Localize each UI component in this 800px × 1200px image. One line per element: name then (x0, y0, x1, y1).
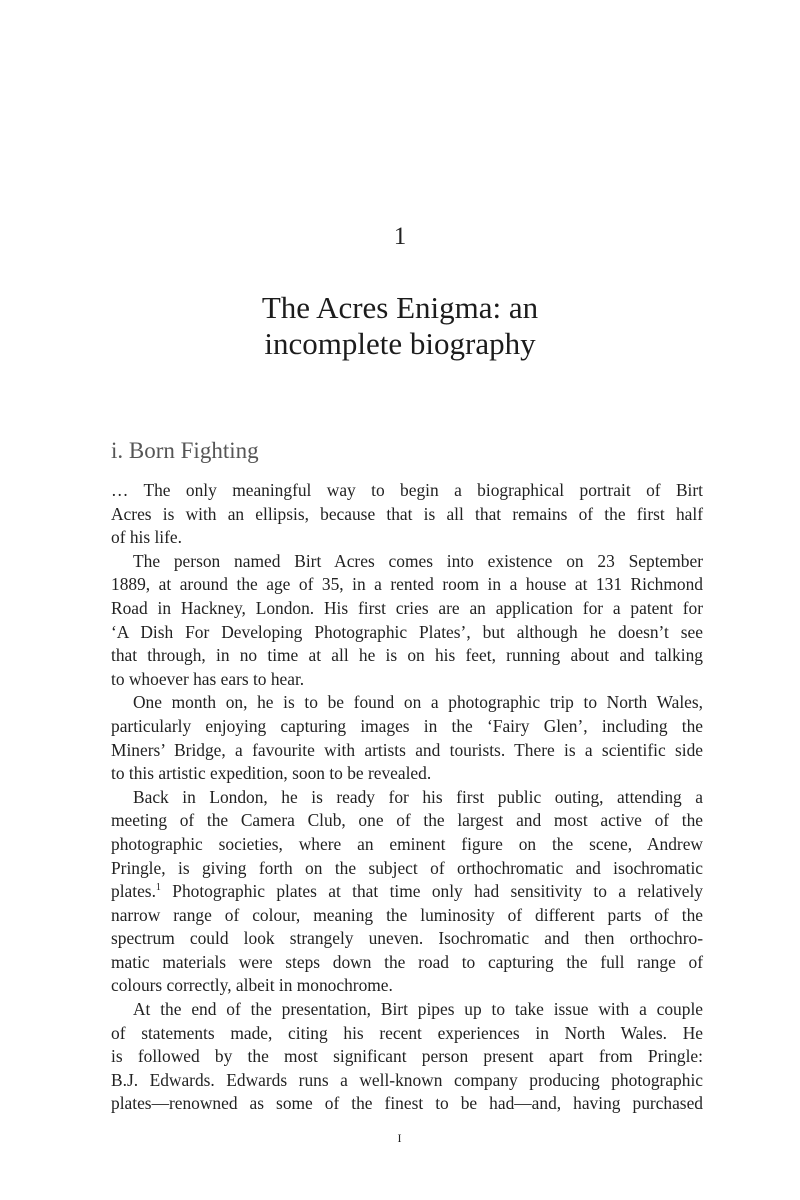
text-line: B.J. Edwards. Edwards runs a well-known company producing photographic (111, 1069, 703, 1090)
text-line: meeting of the Camera Club, one of the largest and most active of the (111, 810, 703, 831)
text-line: One month on, he is to be found on a photographic trip to North Wales, (133, 692, 703, 713)
page-number: I (397, 1131, 403, 1145)
body-text (111, 479, 703, 1116)
text-line: is followed by the most significant person present apart from Pringle: (111, 1046, 703, 1067)
text-line: of statements made, citing his recent experiences in North Wales. He (111, 1022, 703, 1043)
text-line: At the end of the presentation, Birt pipes up to take issue with a couple (133, 999, 703, 1020)
text-line: photographic societies, where an eminent figure on the scene, Andrew (111, 833, 703, 854)
paragraph (111, 479, 703, 550)
text-line: colours correctly, albeit in monochrome. (111, 975, 393, 996)
paragraph (111, 998, 703, 1116)
chapter-title (0, 290, 800, 362)
text-line: to this artistic expedition, soon to be revealed. (111, 763, 432, 784)
text-line: particularly enjoying capturing images in the ‘Fairy Glen’, including the (111, 715, 703, 736)
text-line: Back in London, he is ready for his first public outing, attending a (133, 786, 703, 807)
text-line-with-footnote (111, 880, 703, 904)
paragraph (111, 786, 703, 998)
text-line: Acres is with an ellipsis, because that is all that remains of the first half (111, 503, 703, 524)
text-line: ‘A Dish For Developing Photographic Plates’, but although he doesn’t see (111, 621, 703, 642)
text-line: Road in Hackney, London. His first cries are an application for a patent for (111, 597, 703, 618)
text-segment: plates. (111, 881, 156, 902)
text-segment: Photographic plates at that time only had sensitivity to a relatively (160, 881, 703, 902)
text-line: to whoever has ears to hear. (111, 668, 305, 689)
chapter-number: 1 (393, 223, 407, 250)
text-line: Pringle, is giving forth on the subject of orthochromatic and isochromatic (111, 857, 703, 878)
text-line: … The only meaningful way to begin a biographical portrait of Birt (111, 480, 703, 500)
section-heading: i. Born Fighting (111, 438, 259, 463)
text-line: of his life. (111, 527, 182, 548)
paragraph (111, 691, 703, 785)
text-line: that through, in no time at all he is on his feet, running about and talking (111, 645, 703, 666)
text-line: narrow range of colour, meaning the luminosity of different parts of the (111, 904, 703, 925)
text-line: 1889, at around the age of 35, in a rented room in a house at 131 Richmond (111, 574, 703, 595)
text-line: The person named Birt Acres comes into existence on 23 September (133, 550, 703, 571)
text-line: matic materials were steps down the road to capturing the full range of (111, 951, 703, 972)
text-line: Miners’ Bridge, a favourite with artists and tourists. There is a scientific side (111, 739, 703, 760)
text-line: spectrum could look strangely uneven. Isochromatic and then orthochro- (111, 928, 703, 949)
footnote-marker[interactable]: 1 (155, 882, 161, 894)
chapter-title-line: The Acres Enigma: an (261, 290, 539, 325)
paragraph (111, 550, 703, 692)
text-line: plates—renowned as some of the finest to be had—and, having purchased (111, 1093, 703, 1114)
chapter-title-line: incomplete biography (264, 326, 536, 361)
